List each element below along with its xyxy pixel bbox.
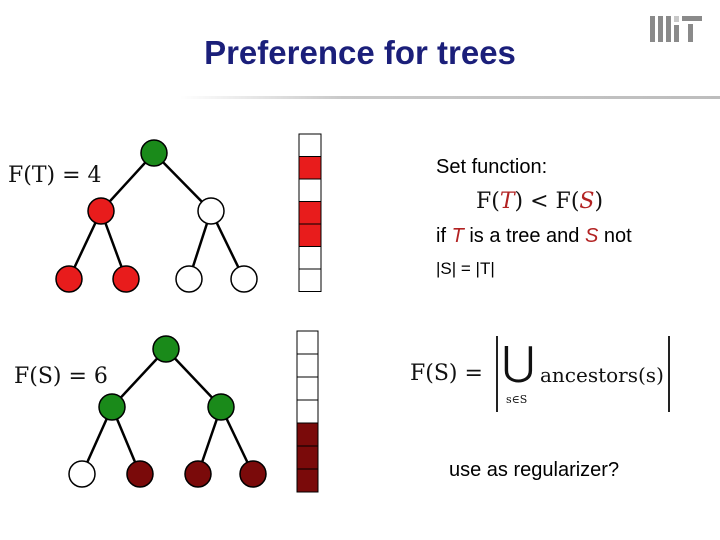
top-vector-cell-red xyxy=(299,224,321,247)
top-tree-node-white xyxy=(176,266,202,292)
top-vector-cell-white xyxy=(299,134,321,157)
bottom-vector-cell-darkred xyxy=(297,423,318,446)
bottom-vector-cell-darkred xyxy=(297,469,318,492)
bottom-tree-node-green xyxy=(153,336,179,362)
formula-right-bar xyxy=(668,336,670,412)
condition-prefix: if xyxy=(436,225,452,247)
top-tree-node-red xyxy=(113,266,139,292)
top-tree-node-green xyxy=(141,140,167,166)
inequality-left: F( xyxy=(476,189,500,214)
bottom-tree-node-green xyxy=(99,394,125,420)
tree-value-fs: F(S) = 6 xyxy=(14,364,108,389)
formula-body: ancestors(s) xyxy=(540,363,664,387)
bottom-tree-node-green xyxy=(208,394,234,420)
bottom-vector-cell-white xyxy=(297,377,318,400)
top-tree-node-red xyxy=(56,266,82,292)
bottom-vector-cell-white xyxy=(297,400,318,423)
top-vector-cell-white xyxy=(299,247,321,270)
bottom-tree-node-darkred xyxy=(240,461,266,487)
condition-t: T xyxy=(451,225,464,247)
bottom-indicator-vector xyxy=(297,331,318,492)
top-vector-cell-white xyxy=(299,179,321,202)
formula-lhs: F(S) = xyxy=(410,361,483,386)
top-indicator-vector xyxy=(299,134,321,292)
bottom-tree-node-darkred xyxy=(185,461,211,487)
top-vector-cell-white xyxy=(299,269,321,292)
top-vector-cell-red xyxy=(299,157,321,180)
bottom-tree-node-white xyxy=(69,461,95,487)
condition-s: S xyxy=(584,225,599,247)
bottom-vector-cell-white xyxy=(297,331,318,354)
regularizer-text: use as regularizer? xyxy=(449,459,620,481)
inequality-s: S xyxy=(579,189,595,214)
formula-left-bar xyxy=(496,336,498,412)
bottom-tree xyxy=(69,336,266,487)
condition-mid: is a tree and xyxy=(463,225,585,247)
top-tree-node-red xyxy=(88,198,114,224)
condition-suffix: not xyxy=(598,225,632,247)
bottom-vector-cell-white xyxy=(297,354,318,377)
top-tree-node-white xyxy=(231,266,257,292)
set-function-label: Set function: xyxy=(436,156,548,178)
bottom-tree-node-darkred xyxy=(127,461,153,487)
inequality xyxy=(476,189,603,214)
inequality-mid: ) < F( xyxy=(514,189,580,214)
top-vector-cell-red xyxy=(299,202,321,225)
union-symbol: ⋃ xyxy=(502,339,535,385)
inequality-right: ) xyxy=(594,189,604,214)
union-subscript: s∈S xyxy=(506,393,528,406)
slide-title: Preference for trees xyxy=(204,34,516,71)
condition-text xyxy=(436,225,632,248)
tree-value-ft: F(T) = 4 xyxy=(8,163,102,188)
bottom-vector-cell-darkred xyxy=(297,446,318,469)
top-tree-node-white xyxy=(198,198,224,224)
inequality-t: T xyxy=(499,189,515,214)
cardinality-text: |S| = |T| xyxy=(436,259,495,278)
